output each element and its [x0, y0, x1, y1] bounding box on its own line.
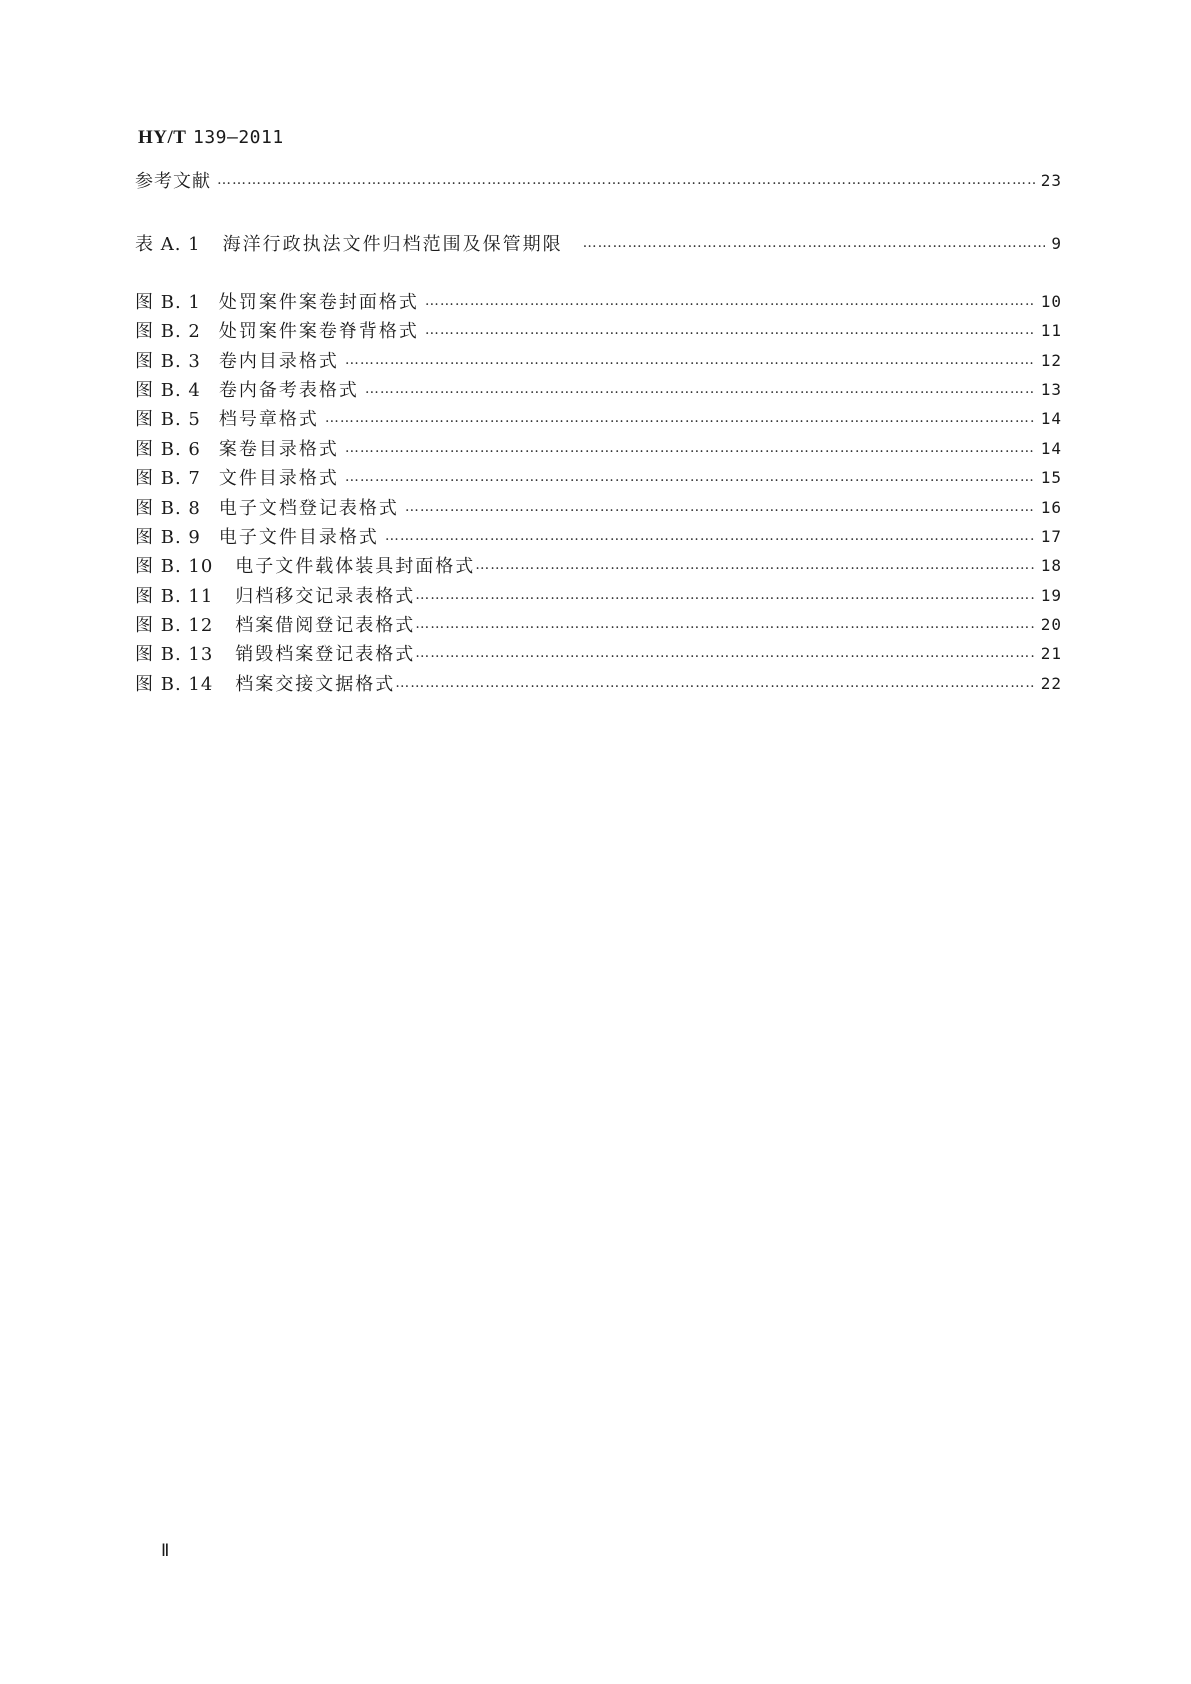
toc-entry-label: 图 B. 10 [135, 556, 214, 577]
page-number: Ⅱ [161, 1541, 170, 1560]
toc-leader [385, 528, 1035, 544]
toc-entry-page: 17 [1040, 526, 1062, 546]
toc-entry-title: 处罚案件案卷脊背格式 [218, 321, 419, 342]
toc-entry-page: 21 [1040, 643, 1062, 663]
toc-entry[interactable] [135, 609, 1062, 639]
toc-entry-page: 14 [1040, 408, 1062, 428]
toc-leader [325, 410, 1035, 426]
toc-leader [405, 499, 1035, 515]
toc-entry-label: 图 B. 3 [135, 351, 201, 372]
toc-entry-page: 12 [1040, 350, 1062, 370]
toc-entry-title: 电子文档登记表格式 [218, 498, 399, 519]
toc-entry-label: 图 B. 11 [135, 586, 214, 607]
toc-entry-title: 归档移交记录表格式 [235, 586, 416, 607]
toc-entry-label: 图 B. 13 [135, 644, 214, 665]
toc-entry-title: 海洋行政执法文件归档范围及保管期限 [222, 234, 563, 255]
toc-entry[interactable] [135, 580, 1062, 610]
toc-entry[interactable] [135, 521, 1062, 551]
toc-entry-page: 14 [1040, 438, 1062, 458]
toc-entry-title: 卷内备考表格式 [218, 380, 359, 401]
toc-entry-page: 19 [1040, 585, 1062, 605]
toc-entry-page: 10 [1040, 291, 1062, 311]
toc-entry-page: 23 [1040, 170, 1062, 190]
toc-entry-label: 图 B. 1 [135, 292, 201, 313]
toc-entry-title: 档号章格式 [218, 409, 319, 430]
toc-entry-page: 11 [1040, 320, 1062, 340]
toc-entry-title: 档案交接文据格式 [235, 674, 396, 695]
toc-entry-title: 处罚案件案卷封面格式 [218, 292, 419, 313]
toc-entry-label: 图 B. 4 [135, 380, 201, 401]
toc-entry-page: 22 [1040, 673, 1062, 693]
toc-entry-title: 电子文件载体装具封面格式 [235, 556, 476, 577]
toc-entry-label: 图 B. 6 [135, 439, 201, 460]
toc-leader [365, 381, 1035, 397]
toc-leader [425, 293, 1035, 309]
toc-entry-page: 13 [1040, 379, 1062, 399]
toc-entry-title: 档案借阅登记表格式 [235, 615, 416, 636]
toc-entry[interactable] [135, 492, 1062, 522]
toc-entry-page: 20 [1040, 614, 1062, 634]
toc-entry-label: 图 B. 9 [135, 527, 201, 548]
toc-leader [395, 675, 1034, 691]
toc-entry-page: 15 [1040, 467, 1062, 487]
toc-entry-label: 图 B. 8 [135, 498, 201, 519]
toc-entry[interactable] [135, 374, 1062, 404]
toc-entry[interactable] [135, 668, 1062, 698]
toc-leader [217, 172, 1035, 188]
toc-leader [345, 469, 1035, 485]
toc-leader [583, 235, 1046, 251]
toc-entry-label: 参考文献 [135, 171, 211, 192]
toc-entry-label: 图 B. 12 [135, 615, 214, 636]
toc-entry[interactable] [135, 315, 1062, 345]
toc-leader [475, 557, 1034, 573]
toc-entry-title: 电子文件目录格式 [218, 527, 379, 548]
toc-entry-label: 图 B. 2 [135, 321, 201, 342]
toc-entry-title: 销毁档案登记表格式 [235, 644, 416, 665]
toc-entry-page: 16 [1040, 497, 1062, 517]
toc-entry[interactable] [135, 403, 1062, 433]
standard-code-number: 139—2011 [193, 127, 284, 148]
toc-leader [415, 587, 1034, 603]
toc-entry-label: 图 B. 7 [135, 468, 201, 489]
toc-entry[interactable] [135, 462, 1062, 492]
toc-entry-label: 图 B. 5 [135, 409, 201, 430]
toc-leader [345, 440, 1035, 456]
toc-entry-label: 图 B. 14 [135, 674, 214, 695]
toc-entry-title: 卷内目录格式 [218, 351, 339, 372]
toc-entry-title: 案卷目录格式 [218, 439, 339, 460]
toc-entry-label: 表 A. 1 [135, 234, 201, 255]
toc-entry[interactable] [135, 433, 1062, 463]
toc-entry-title: 文件目录格式 [218, 468, 339, 489]
toc-leader [415, 645, 1034, 661]
standard-code [138, 126, 284, 149]
standard-code-prefix: HY/T [138, 127, 187, 148]
toc-entry[interactable] [135, 228, 1062, 258]
toc-entry[interactable] [135, 165, 1062, 195]
toc-entry[interactable] [135, 550, 1062, 580]
toc-entry[interactable] [135, 638, 1062, 668]
toc-entry-page: 9 [1051, 233, 1062, 253]
toc-leader [425, 322, 1035, 338]
toc-entry-page: 18 [1040, 555, 1062, 575]
toc-leader [415, 616, 1034, 632]
toc-entry[interactable] [135, 286, 1062, 316]
toc-leader [345, 352, 1035, 368]
toc-entry[interactable] [135, 345, 1062, 375]
